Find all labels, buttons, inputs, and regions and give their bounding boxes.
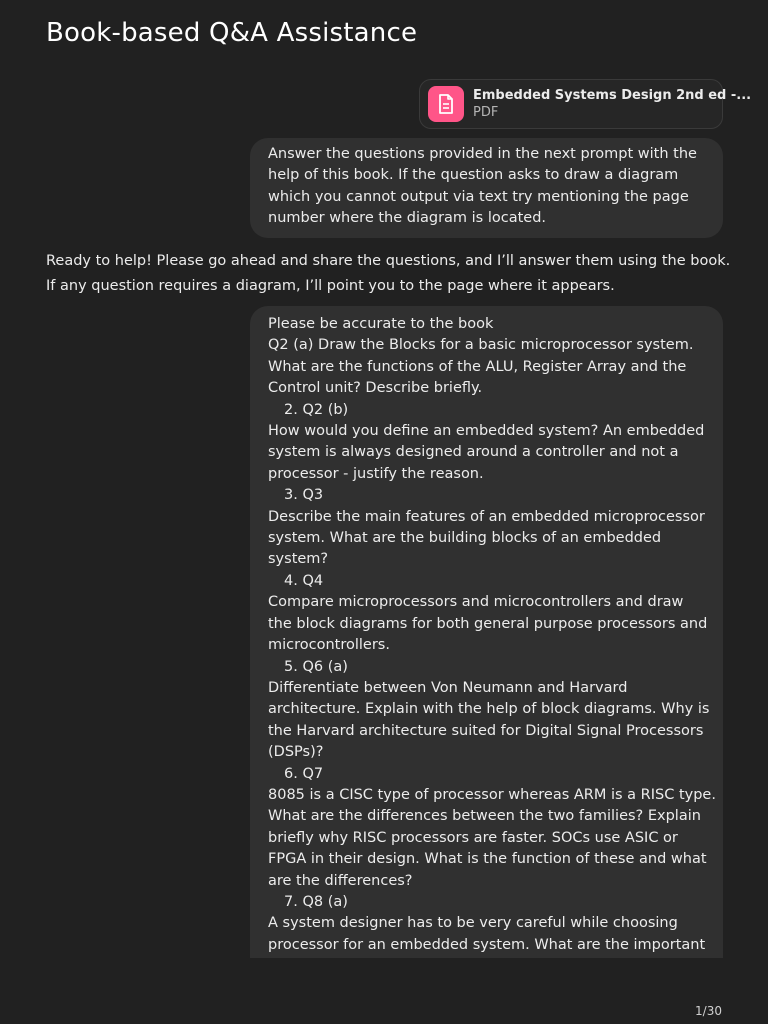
document-icon	[428, 86, 464, 122]
page-title: Book-based Q&A Assistance	[46, 18, 418, 48]
message-line: A system designer has to be very careful while choosing	[268, 915, 678, 932]
message-line: 8085 is a CISC type of processor whereas ARM is a RISC type.	[268, 786, 716, 803]
user-message-bubble	[250, 306, 723, 958]
message-line: system. What are the building blocks of an embedded	[268, 530, 662, 547]
message-line: Control unit? Describe briefly.	[268, 380, 483, 397]
message-line: help of this book. If the question asks to draw a diagram	[268, 167, 679, 184]
message-line: architecture. Explain with the help of block diagrams. Why is	[268, 701, 710, 718]
message-line: system?	[268, 551, 329, 568]
list-item-number: 4. Q4	[284, 572, 324, 589]
message-line: Compare microprocessors and microcontrollers and draw	[268, 594, 684, 611]
message-line: What are the functions of the ALU, Register Array and the	[268, 358, 687, 375]
message-line: the Harvard architecture suited for Digital Signal Processors	[268, 722, 704, 739]
list-item-number: 7. Q8 (a)	[284, 893, 348, 910]
reply-line: Ready to help! Please go ahead and share the questions, and I’ll answer them using the book.	[46, 253, 731, 269]
message-line: What are the differences between the two families? Explain	[268, 808, 701, 825]
message-line: processor - justify the reason.	[268, 465, 484, 482]
message-line: Q2 (a) Draw the Blocks for a basic microprocessor system.	[268, 337, 694, 354]
message-line: briefly why RISC processors are faster. SOCs use ASIC or	[268, 829, 678, 846]
message-line: FPGA in their design. What is the function of these and what	[268, 851, 707, 868]
list-item-number: 6. Q7	[284, 765, 324, 782]
message-line: Differentiate between Von Neumann and Harvard	[268, 679, 628, 696]
user-message-bubble	[250, 138, 723, 238]
message-line: which you cannot output via text try mentioning the page	[268, 188, 689, 205]
list-item-number: 2. Q2 (b)	[284, 401, 349, 418]
list-item-number: 5. Q6 (a)	[284, 658, 348, 675]
attachment-type: PDF	[473, 105, 499, 120]
message-line: Please be accurate to the book	[268, 316, 494, 332]
attachment-card[interactable]	[419, 79, 752, 129]
message-line: microcontrollers.	[268, 637, 390, 654]
page-counter: 1/30	[695, 1004, 722, 1018]
message-line: Answer the questions provided in the next prompt with the	[268, 146, 697, 162]
message-line: are the differences?	[268, 872, 413, 889]
list-item-number: 3. Q3	[284, 487, 324, 504]
message-line: Describe the main features of an embedded microprocessor	[268, 508, 705, 525]
message-line: the block diagrams for both general purpose processors and	[268, 615, 708, 632]
message-line: (DSPs)?	[268, 744, 324, 761]
attachment-name: Embedded Systems Design 2nd ed -...	[473, 88, 752, 103]
reply-line: If any question requires a diagram, I’ll point you to the page where it appears.	[46, 278, 615, 294]
message-line: system is always designed around a controller and not a	[268, 444, 679, 461]
message-line: How would you define an embedded system? An embedded	[268, 423, 705, 440]
assistant-reply	[46, 249, 731, 299]
message-line: processor for an embedded system. What are the important	[268, 936, 706, 953]
message-line: number where the diagram is located.	[268, 210, 547, 227]
